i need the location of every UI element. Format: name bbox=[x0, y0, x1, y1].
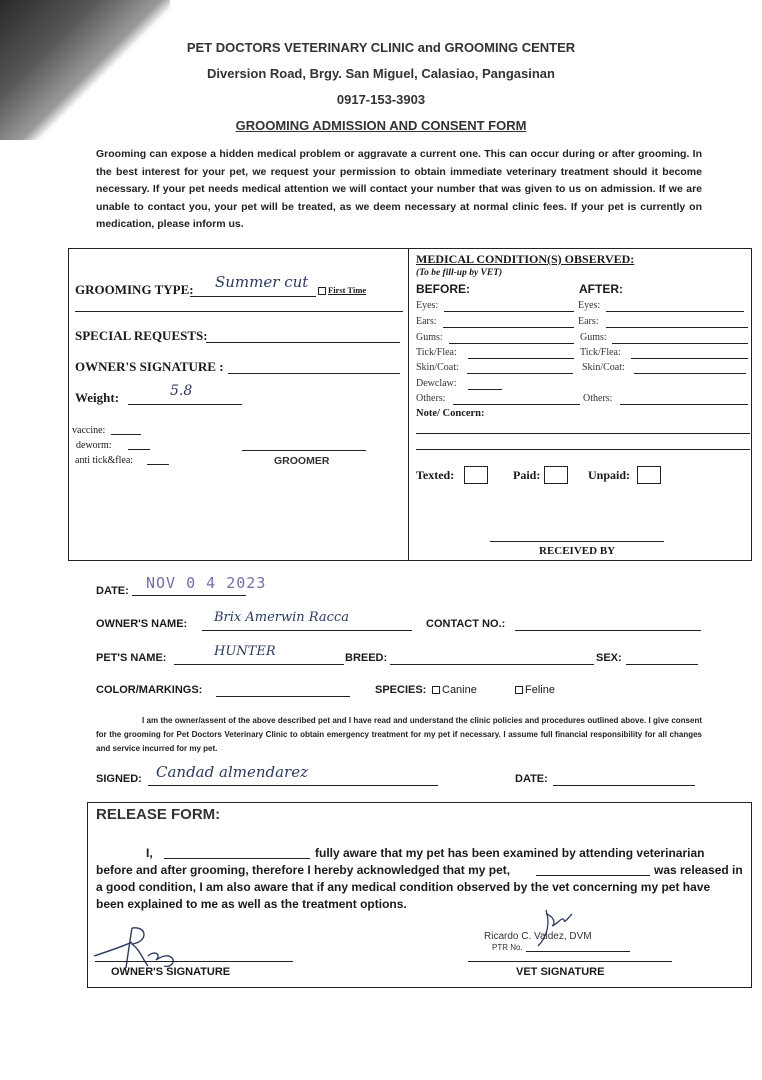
deworm-line[interactable] bbox=[128, 449, 150, 450]
groomer-label: GROOMER bbox=[274, 455, 330, 467]
after-others-label: Others: bbox=[583, 393, 613, 404]
before-gums-label: Gums: bbox=[416, 332, 443, 343]
medical-subtitle: (To be fill-up by VET) bbox=[416, 268, 503, 278]
feline-label: Feline bbox=[525, 684, 555, 696]
special-requests-label: SPECIAL REQUESTS: bbox=[75, 328, 208, 343]
owner-handwritten-signature bbox=[92, 920, 192, 972]
grooming-type-line bbox=[190, 296, 316, 297]
ptr-label: PTR No. bbox=[492, 943, 523, 952]
first-time-label: First Time bbox=[328, 285, 367, 295]
before-others-label: Others: bbox=[416, 393, 446, 404]
weight-label: Weight: bbox=[75, 390, 120, 405]
after-gums-label: Gums: bbox=[580, 332, 607, 343]
received-by-label: RECEIVED BY bbox=[539, 545, 616, 557]
sex-label: SEX: bbox=[596, 652, 622, 664]
before-gums-line[interactable] bbox=[449, 343, 574, 344]
contact-line[interactable] bbox=[515, 630, 701, 631]
grooming-type-value[interactable]: Summer cut bbox=[215, 273, 309, 291]
release-title: RELEASE FORM: bbox=[96, 806, 221, 823]
release-p2-a: before and after grooming, therefore I hereby acknowledged that my pet, bbox=[96, 863, 511, 877]
release-p3: a good condition, I am also aware that if any medical condition observed by the vet concerning my pet have bbox=[96, 880, 711, 894]
after-gums-line[interactable] bbox=[612, 343, 748, 344]
after-skin-line[interactable] bbox=[634, 373, 746, 374]
before-ears-label: Ears: bbox=[416, 316, 437, 327]
owner-signature-release-line[interactable] bbox=[95, 961, 293, 962]
vet-handwritten-signature bbox=[528, 902, 578, 952]
before-others-line[interactable] bbox=[453, 404, 580, 405]
paid-checkbox[interactable] bbox=[544, 466, 568, 484]
signed-signature[interactable]: Candad almendarez bbox=[156, 763, 308, 781]
after-skin-label: Skin/Coat: bbox=[582, 362, 625, 373]
after-others-line[interactable] bbox=[620, 404, 748, 405]
anti-tick-line[interactable] bbox=[147, 464, 169, 465]
owner-name-label: OWNER'S NAME: bbox=[96, 618, 188, 630]
pet-name-label: PET'S NAME: bbox=[96, 652, 167, 664]
feline-option[interactable] bbox=[515, 684, 555, 696]
after-eyes-label: Eyes: bbox=[578, 300, 601, 311]
deworm-label: deworm: bbox=[76, 440, 112, 451]
form-title: GROOMING ADMISSION AND CONSENT FORM bbox=[235, 118, 527, 133]
release-pet-line[interactable] bbox=[536, 875, 650, 876]
vet-sig-label: VET SIGNATURE bbox=[516, 966, 605, 978]
owner-name-value[interactable]: Brix Amerwin Racca bbox=[214, 610, 349, 625]
canine-option[interactable] bbox=[432, 684, 477, 696]
breed-line[interactable] bbox=[390, 664, 594, 665]
vaccine-label: vaccine: bbox=[72, 425, 106, 436]
before-skin-line[interactable] bbox=[467, 373, 573, 374]
owner-signature-line[interactable] bbox=[228, 373, 400, 374]
signed-label: SIGNED: bbox=[96, 773, 142, 785]
feline-checkbox[interactable] bbox=[515, 686, 523, 694]
date-label: DATE: bbox=[96, 585, 129, 597]
breed-label: BREED: bbox=[345, 652, 388, 664]
vaccine-line[interactable] bbox=[111, 434, 141, 435]
release-name-line[interactable] bbox=[164, 858, 310, 859]
special-requests-line[interactable] bbox=[206, 342, 400, 343]
before-ears-line[interactable] bbox=[443, 327, 574, 328]
groomer-line[interactable] bbox=[242, 450, 366, 451]
note-concern-label: Note/ Concern: bbox=[416, 408, 485, 419]
owner-signature-label: OWNER'S SIGNATURE : bbox=[75, 359, 224, 374]
date-line bbox=[132, 595, 246, 596]
paid-label: Paid: bbox=[513, 468, 541, 482]
clinic-phone: 0917-153-3903 bbox=[336, 92, 426, 107]
intro-paragraph: Grooming can expose a hidden medical problem or aggravate a current one. This can occur during or after grooming. In the best interest for your pet, we request your permission to obtain immediate veterinary treatment should it become necessary. If your pet needs medical attention we will contact your number that was given to us on admission. If we are unable to contact you, your pet will be treated, as we deem necessary at normal clinic fees. If your pet is currently on medication, please inform us. bbox=[96, 148, 702, 231]
color-label: COLOR/MARKINGS: bbox=[96, 684, 203, 696]
before-tick-line[interactable] bbox=[468, 358, 574, 359]
unpaid-label: Unpaid: bbox=[588, 468, 631, 482]
before-eyes-label: Eyes: bbox=[416, 300, 439, 311]
dewclaw-line[interactable] bbox=[468, 389, 502, 390]
before-label: BEFORE: bbox=[416, 282, 470, 296]
note-line-1[interactable] bbox=[416, 433, 750, 434]
before-eyes-line[interactable] bbox=[444, 311, 574, 312]
after-eyes-line[interactable] bbox=[606, 311, 744, 312]
release-p2-b: was released in bbox=[654, 863, 743, 877]
weight-value[interactable]: 5.8 bbox=[170, 383, 193, 399]
anti-tick-label: anti tick&flea: bbox=[75, 455, 134, 466]
species-label: SPECIES: bbox=[375, 684, 427, 696]
release-p1-a: I, bbox=[146, 846, 153, 860]
signed-date-line[interactable] bbox=[553, 785, 695, 786]
pet-name-value[interactable]: HUNTER bbox=[214, 644, 276, 659]
box-divider bbox=[408, 248, 409, 561]
canine-checkbox[interactable] bbox=[432, 686, 440, 694]
signed-date-label: DATE: bbox=[515, 773, 548, 785]
consent-paragraph: I am the owner/assent of the above described pet and I have read and understand the clinic policies and procedures outlined above. I give consent for the grooming for Pet Doctors Veterinary Clinic to obtain emergency treatment for my pet if necessary. I assume full financial responsibility for all changes and service incurred for my pet. bbox=[96, 716, 702, 753]
after-ears-line[interactable] bbox=[606, 327, 748, 328]
unpaid-checkbox[interactable] bbox=[637, 466, 661, 484]
dewclaw-label: Dewclaw: bbox=[416, 378, 457, 389]
sex-line[interactable] bbox=[626, 664, 698, 665]
texted-checkbox[interactable] bbox=[464, 466, 488, 484]
contact-label: CONTACT NO.: bbox=[426, 618, 506, 630]
medical-title: MEDICAL CONDITION(S) OBSERVED: bbox=[416, 252, 635, 266]
note-line-2[interactable] bbox=[416, 449, 750, 450]
after-tick-label: Tick/Flea: bbox=[580, 347, 621, 358]
owner-sig-label: OWNER'S SIGNATURE bbox=[111, 966, 231, 978]
weight-line bbox=[128, 404, 242, 405]
release-p4: been explained to me as well as the treatment options. bbox=[96, 897, 407, 911]
pet-name-line bbox=[174, 664, 344, 665]
received-by-line[interactable] bbox=[490, 541, 664, 542]
vet-name: Ricardo C. Valdez, DVM bbox=[484, 931, 592, 942]
owner-name-line bbox=[202, 630, 412, 631]
date-stamp[interactable]: NOV 0 4 2023 bbox=[146, 574, 267, 592]
after-ears-label: Ears: bbox=[578, 316, 599, 327]
release-p1-b: fully aware that my pet has been examined by attending veterinarian bbox=[315, 846, 705, 860]
vet-signature-line[interactable] bbox=[468, 961, 672, 962]
canine-label: Canine bbox=[442, 684, 477, 696]
after-label: AFTER: bbox=[579, 282, 623, 296]
texted-label: Texted: bbox=[416, 468, 455, 482]
signed-line bbox=[148, 785, 438, 786]
first-time-box[interactable] bbox=[318, 287, 326, 295]
clinic-name: PET DOCTORS VETERINARY CLINIC and GROOMING CENTER bbox=[186, 40, 576, 55]
before-tick-label: Tick/Flea: bbox=[416, 347, 457, 358]
first-time-checkbox[interactable] bbox=[318, 285, 366, 295]
color-line[interactable] bbox=[216, 696, 350, 697]
grooming-type-line-2 bbox=[75, 311, 403, 312]
after-tick-line[interactable] bbox=[631, 358, 748, 359]
grooming-type-label: GROOMING TYPE: bbox=[75, 282, 194, 297]
before-skin-label: Skin/Coat: bbox=[416, 362, 459, 373]
clinic-address: Diversion Road, Brgy. San Miguel, Calasiao, Pangasinan bbox=[207, 66, 555, 81]
